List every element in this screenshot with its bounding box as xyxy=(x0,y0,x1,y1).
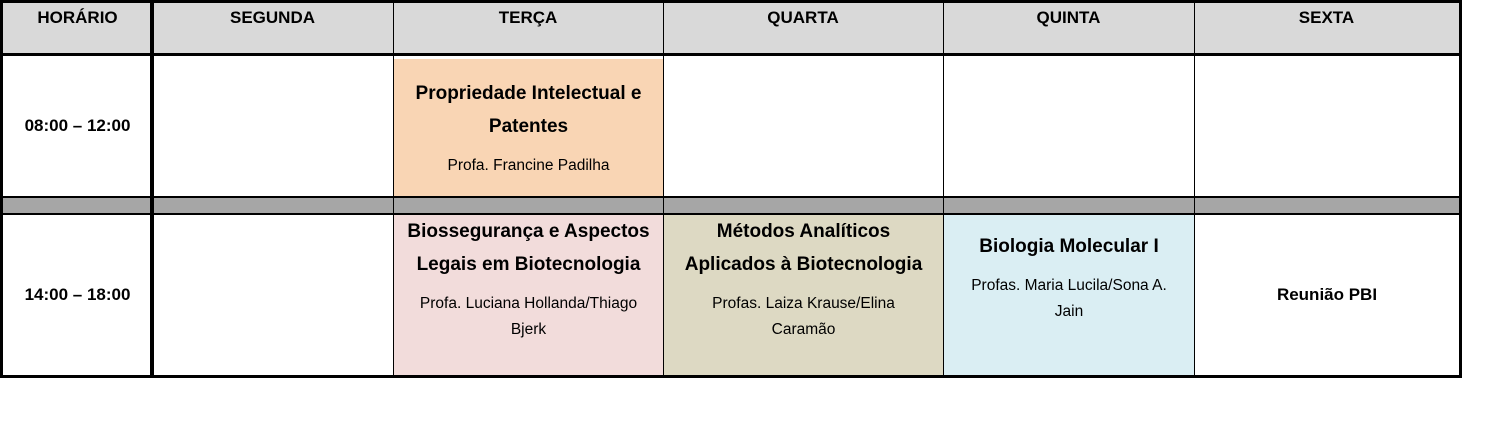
course-cell-fri-afternoon xyxy=(1195,215,1459,375)
header-time: HORÁRIO xyxy=(3,3,152,56)
grid-line xyxy=(1194,3,1195,375)
row-separator xyxy=(3,196,1459,215)
course-cell-tue-morning xyxy=(394,59,663,196)
course-professor-line: Jain xyxy=(1054,303,1084,320)
course-title-line: Biologia Molecular I xyxy=(979,236,1159,257)
meeting-label: Reunião PBI xyxy=(1276,285,1378,304)
grid-line xyxy=(150,3,154,375)
header-friday: SEXTA xyxy=(1194,3,1459,56)
course-professor-line: Profa. Francine Padilha xyxy=(447,156,610,174)
course-professor-line: Profa. Luciana Hollanda/Thiago xyxy=(419,295,638,312)
time-slot-afternoon: 14:00 – 18:00 xyxy=(24,285,131,304)
header-monday: SEGUNDA xyxy=(152,3,393,56)
time-slot-morning: 08:00 – 12:00 xyxy=(24,116,131,135)
grid-line xyxy=(393,3,394,375)
course-professor-line: Profas. Maria Lucila/Sona A. xyxy=(971,277,1167,294)
course-cell-wed-afternoon xyxy=(664,215,943,375)
course-title-line: Biossegurança e Aspectos xyxy=(407,221,650,242)
course-title xyxy=(685,215,923,281)
course-title xyxy=(979,230,1158,263)
course-cell-tue-afternoon xyxy=(394,215,663,375)
course-title-line: Legais em Biotecnologia xyxy=(416,254,641,275)
grid-line xyxy=(943,3,944,375)
course-cell-thu-afternoon xyxy=(944,215,1194,375)
grid-line xyxy=(663,3,664,375)
course-professor xyxy=(448,153,610,179)
course-professor-line: Caramão xyxy=(771,321,836,338)
header-wednesday: QUARTA xyxy=(663,3,943,56)
course-title-line: Patentes xyxy=(488,115,569,137)
course-title xyxy=(416,77,642,143)
course-professor xyxy=(712,291,895,343)
course-title-line: Propriedade Intelectual e xyxy=(415,82,642,104)
header-tuesday: TERÇA xyxy=(393,3,663,56)
course-professor xyxy=(971,273,1167,325)
course-professor-line: Bjerk xyxy=(510,321,547,338)
course-professor xyxy=(420,291,637,343)
course-title xyxy=(407,215,649,281)
header-thursday: QUINTA xyxy=(943,3,1194,56)
course-title-line: Aplicados à Biotecnologia xyxy=(684,254,923,275)
course-title-line: Métodos Analíticos xyxy=(716,221,891,242)
course-professor-line: Profas. Laiza Krause/Elina xyxy=(712,295,895,312)
